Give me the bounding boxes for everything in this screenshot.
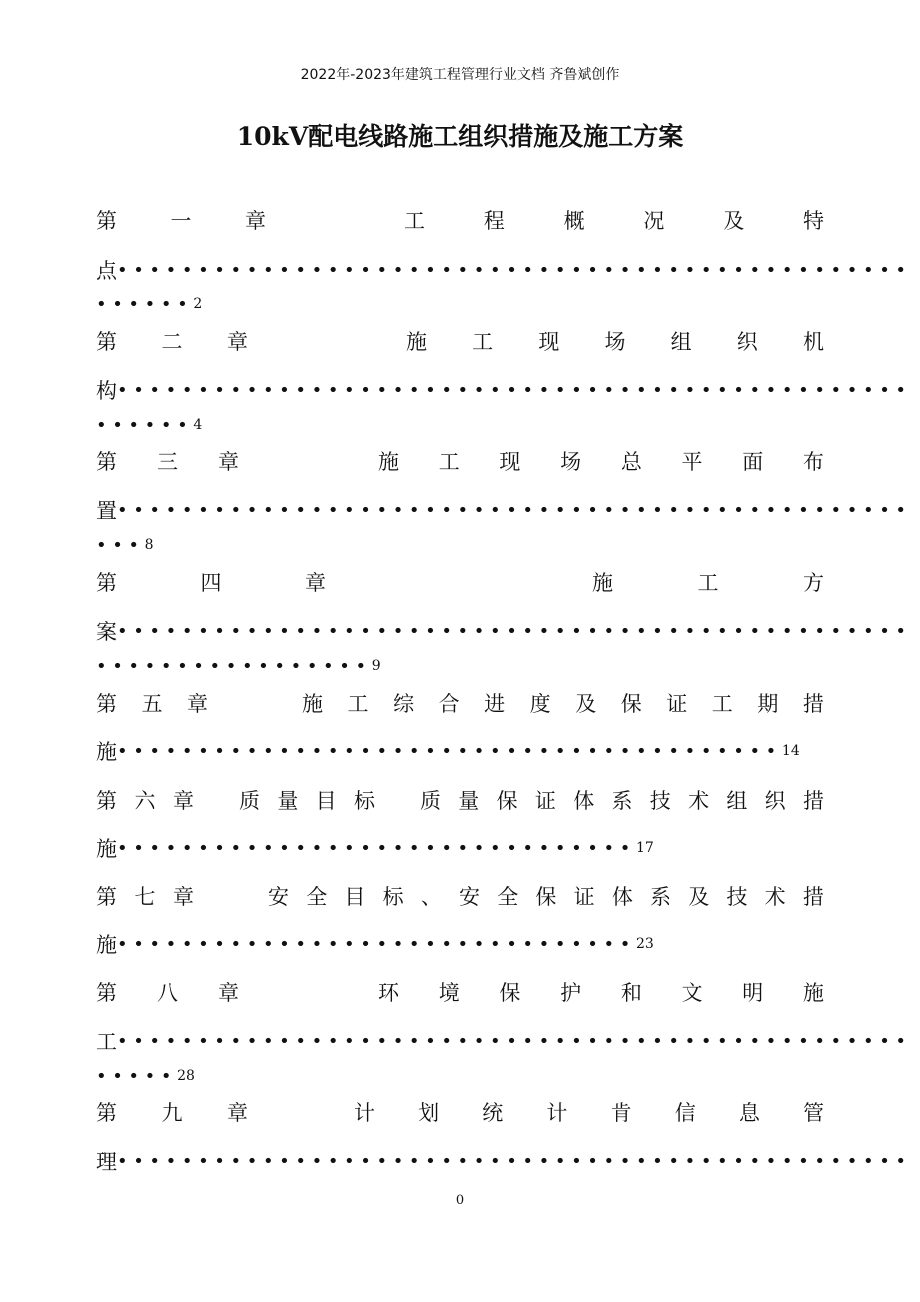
toc-char: 第 bbox=[96, 330, 117, 354]
toc-entry-1-page-line: •••••• 2 bbox=[96, 293, 203, 315]
toc-char: 工 bbox=[711, 692, 733, 716]
toc-entry-6-leader: 施 •••••••••••••••••••••••••••••••• 17 bbox=[96, 833, 654, 863]
toc-char: 量 bbox=[458, 789, 480, 813]
toc-char: 明 bbox=[742, 981, 764, 1005]
toc-char: 技 bbox=[649, 789, 671, 813]
toc-char: 文 bbox=[681, 981, 703, 1005]
toc-char: 体 bbox=[573, 789, 595, 813]
toc-page-number: 17 bbox=[635, 840, 654, 856]
toc-char: 织 bbox=[736, 330, 758, 354]
toc-char: 目 bbox=[344, 885, 366, 909]
toc-entry-2-leader: 构 ••••••••••••••••••••••••••••••••••••••••••••••••• bbox=[96, 375, 824, 405]
toc-char: 机 bbox=[802, 330, 824, 354]
toc-char: 第 bbox=[96, 885, 117, 909]
toc-char: 组 bbox=[726, 789, 748, 813]
toc-char: 总 bbox=[620, 450, 642, 474]
toc-char: 七 bbox=[134, 885, 156, 909]
toc-entry-2-page-line: •••••• 4 bbox=[96, 414, 203, 436]
toc-entry-3-page-line: ••• 8 bbox=[96, 534, 154, 556]
toc-entry-3-heading bbox=[96, 446, 824, 476]
toc-char: 施 bbox=[302, 692, 323, 716]
toc-char: 章 bbox=[173, 789, 194, 813]
toc-char: 点 bbox=[96, 259, 117, 283]
toc-char: 施 bbox=[592, 571, 613, 595]
toc-char: 施 bbox=[96, 740, 117, 764]
toc-char: 进 bbox=[484, 692, 506, 716]
toc-char: 证 bbox=[534, 789, 556, 813]
toc-char: 工 bbox=[347, 692, 369, 716]
toc-page-number: 28 bbox=[177, 1068, 195, 1084]
toc-char: 章 bbox=[305, 571, 326, 595]
toc-char: 全 bbox=[497, 885, 519, 909]
toc-entry-2-heading bbox=[96, 326, 824, 356]
toc-char: 术 bbox=[688, 789, 710, 813]
toc-char: 标 bbox=[353, 789, 375, 813]
toc-char: 和 bbox=[620, 981, 642, 1005]
toc-char: 划 bbox=[418, 1101, 440, 1125]
toc-char: 章 bbox=[227, 1101, 248, 1125]
toc-entry-8-page-line: ••••• 28 bbox=[96, 1065, 195, 1087]
toc-char: 第 bbox=[96, 571, 117, 595]
toc-char: 现 bbox=[499, 450, 521, 474]
toc-char: 质 bbox=[239, 789, 260, 813]
toc-char: 案 bbox=[96, 620, 117, 644]
toc-page-number: 9 bbox=[371, 658, 381, 674]
toc-char: 理 bbox=[96, 1150, 117, 1174]
toc-char: 九 bbox=[161, 1101, 183, 1125]
toc-entry-3-leader: 置 ••••••••••••••••••••••••••••••••••••••••••••••••• bbox=[96, 495, 824, 525]
toc-char: 场 bbox=[604, 330, 626, 354]
toc-char: 方 bbox=[803, 571, 824, 595]
toc-page-number: 2 bbox=[193, 296, 203, 312]
toc-char: 证 bbox=[666, 692, 688, 716]
toc-entry-5-heading bbox=[96, 688, 824, 718]
toc-char: 息 bbox=[738, 1101, 760, 1125]
toc-char: 章 bbox=[245, 209, 266, 233]
toc-char: 工 bbox=[404, 209, 425, 233]
toc-char: 工 bbox=[697, 571, 719, 595]
toc-char: 保 bbox=[535, 885, 557, 909]
toc-entry-9-heading bbox=[96, 1097, 824, 1127]
toc-entry-4-heading bbox=[96, 567, 824, 597]
toc-char: 三 bbox=[157, 450, 178, 474]
toc-char: 全 bbox=[306, 885, 328, 909]
toc-char: 况 bbox=[643, 209, 665, 233]
toc-entry-1-heading bbox=[96, 205, 824, 235]
toc-char: 境 bbox=[438, 981, 460, 1005]
toc-char: 及 bbox=[575, 692, 597, 716]
toc-char: 保 bbox=[499, 981, 521, 1005]
toc-char: 特 bbox=[802, 209, 824, 233]
toc-char: 二 bbox=[161, 330, 183, 354]
toc-page-number: 4 bbox=[193, 417, 203, 433]
toc-char: 工 bbox=[472, 330, 494, 354]
toc-char: 计 bbox=[546, 1101, 568, 1125]
toc-char: 面 bbox=[742, 450, 764, 474]
toc-char: 信 bbox=[674, 1101, 696, 1125]
toc-entry-5-leader: 施 ••••••••••••••••••••••••••••••••••••••••• 14 bbox=[96, 736, 800, 766]
toc-char: 环 bbox=[378, 981, 399, 1005]
toc-char: 章 bbox=[218, 450, 239, 474]
toc-char: 章 bbox=[173, 885, 194, 909]
toc-char: 合 bbox=[438, 692, 460, 716]
toc-page-number: 14 bbox=[781, 743, 800, 759]
toc-char: 护 bbox=[560, 981, 582, 1005]
toc-char: 期 bbox=[757, 692, 779, 716]
toc-char: 第 bbox=[96, 789, 117, 813]
toc-char: 工 bbox=[438, 450, 460, 474]
toc-char: 技 bbox=[726, 885, 748, 909]
toc-char: 及 bbox=[723, 209, 745, 233]
toc-char: 保 bbox=[496, 789, 518, 813]
toc-char: 、 bbox=[420, 885, 442, 909]
toc-char: 质 bbox=[420, 789, 441, 813]
toc-char: 度 bbox=[529, 692, 551, 716]
toc-char: 体 bbox=[611, 885, 633, 909]
toc-char: 现 bbox=[538, 330, 560, 354]
toc-char: 施 bbox=[802, 981, 824, 1005]
toc-char: 保 bbox=[620, 692, 642, 716]
toc-char: 第 bbox=[96, 692, 117, 716]
document-title: 10kV配电线路施工组织措施及施工方案 bbox=[236, 122, 684, 151]
toc-char: 措 bbox=[802, 789, 824, 813]
toc-char: 综 bbox=[393, 692, 415, 716]
toc-char: 安 bbox=[268, 885, 289, 909]
toc-entry-8-heading bbox=[96, 977, 824, 1007]
toc-char: 措 bbox=[802, 692, 824, 716]
document-header: 2022年-2023年建筑工程管理行业文档 齐鲁斌创作 bbox=[300, 67, 620, 83]
toc-char: 六 bbox=[134, 789, 156, 813]
toc-char: 施 bbox=[96, 837, 117, 861]
toc-char: 置 bbox=[96, 499, 117, 523]
toc-char: 管 bbox=[802, 1101, 824, 1125]
toc-char: 一 bbox=[170, 209, 192, 233]
toc-char: 布 bbox=[802, 450, 824, 474]
toc-char: 第 bbox=[96, 209, 117, 233]
toc-char: 安 bbox=[459, 885, 481, 909]
toc-char: 系 bbox=[611, 789, 633, 813]
toc-page-number: 23 bbox=[635, 936, 654, 952]
toc-char: 证 bbox=[573, 885, 595, 909]
toc-entry-4-leader: 案 ••••••••••••••••••••••••••••••••••••••••••••••••• bbox=[96, 616, 824, 646]
toc-char: 工 bbox=[96, 1030, 117, 1054]
toc-entry-9-leader: 理 ••••••••••••••••••••••••••••••••••••••••••••••••• bbox=[96, 1146, 824, 1176]
toc-char: 及 bbox=[688, 885, 710, 909]
toc-char: 四 bbox=[200, 571, 222, 595]
toc-char: 系 bbox=[650, 885, 672, 909]
toc-char: 施 bbox=[378, 450, 399, 474]
toc-char: 组 bbox=[670, 330, 692, 354]
toc-char: 平 bbox=[681, 450, 703, 474]
toc-char: 标 bbox=[382, 885, 404, 909]
page-number-footer: 0 bbox=[455, 1193, 465, 1208]
toc-char: 章 bbox=[227, 330, 248, 354]
toc-char: 措 bbox=[802, 885, 824, 909]
toc-char: 施 bbox=[96, 933, 117, 957]
toc-char: 场 bbox=[560, 450, 582, 474]
toc-page-number: 8 bbox=[144, 537, 154, 553]
toc-char: 第 bbox=[96, 981, 117, 1005]
toc-entry-7-heading bbox=[96, 881, 824, 911]
toc-char: 统 bbox=[482, 1101, 504, 1125]
toc-char: 五 bbox=[141, 692, 163, 716]
toc-char: 目 bbox=[315, 789, 337, 813]
toc-entry-7-leader: 施 •••••••••••••••••••••••••••••••• 23 bbox=[96, 929, 654, 959]
toc-entry-4-page-line: ••••••••••••••••• 9 bbox=[96, 655, 381, 677]
toc-char: 构 bbox=[96, 379, 117, 403]
toc-char: 八 bbox=[157, 981, 178, 1005]
toc-char: 章 bbox=[187, 692, 208, 716]
toc-char: 第 bbox=[96, 450, 117, 474]
toc-entry-1-leader: 点 ••••••••••••••••••••••••••••••••••••••••••••••••• bbox=[96, 255, 824, 285]
toc-entry-6-heading bbox=[96, 785, 824, 815]
toc-char: 术 bbox=[764, 885, 786, 909]
toc-char: 第 bbox=[96, 1101, 117, 1125]
toc-char: 程 bbox=[483, 209, 505, 233]
toc-char: 肯 bbox=[610, 1101, 632, 1125]
toc-char: 章 bbox=[218, 981, 239, 1005]
toc-char: 量 bbox=[277, 789, 299, 813]
toc-char: 计 bbox=[354, 1101, 375, 1125]
toc-char: 概 bbox=[563, 209, 585, 233]
toc-char: 施 bbox=[406, 330, 427, 354]
toc-entry-8-leader: 工 ••••••••••••••••••••••••••••••••••••••••••••••••• bbox=[96, 1026, 824, 1056]
toc-char: 织 bbox=[764, 789, 786, 813]
